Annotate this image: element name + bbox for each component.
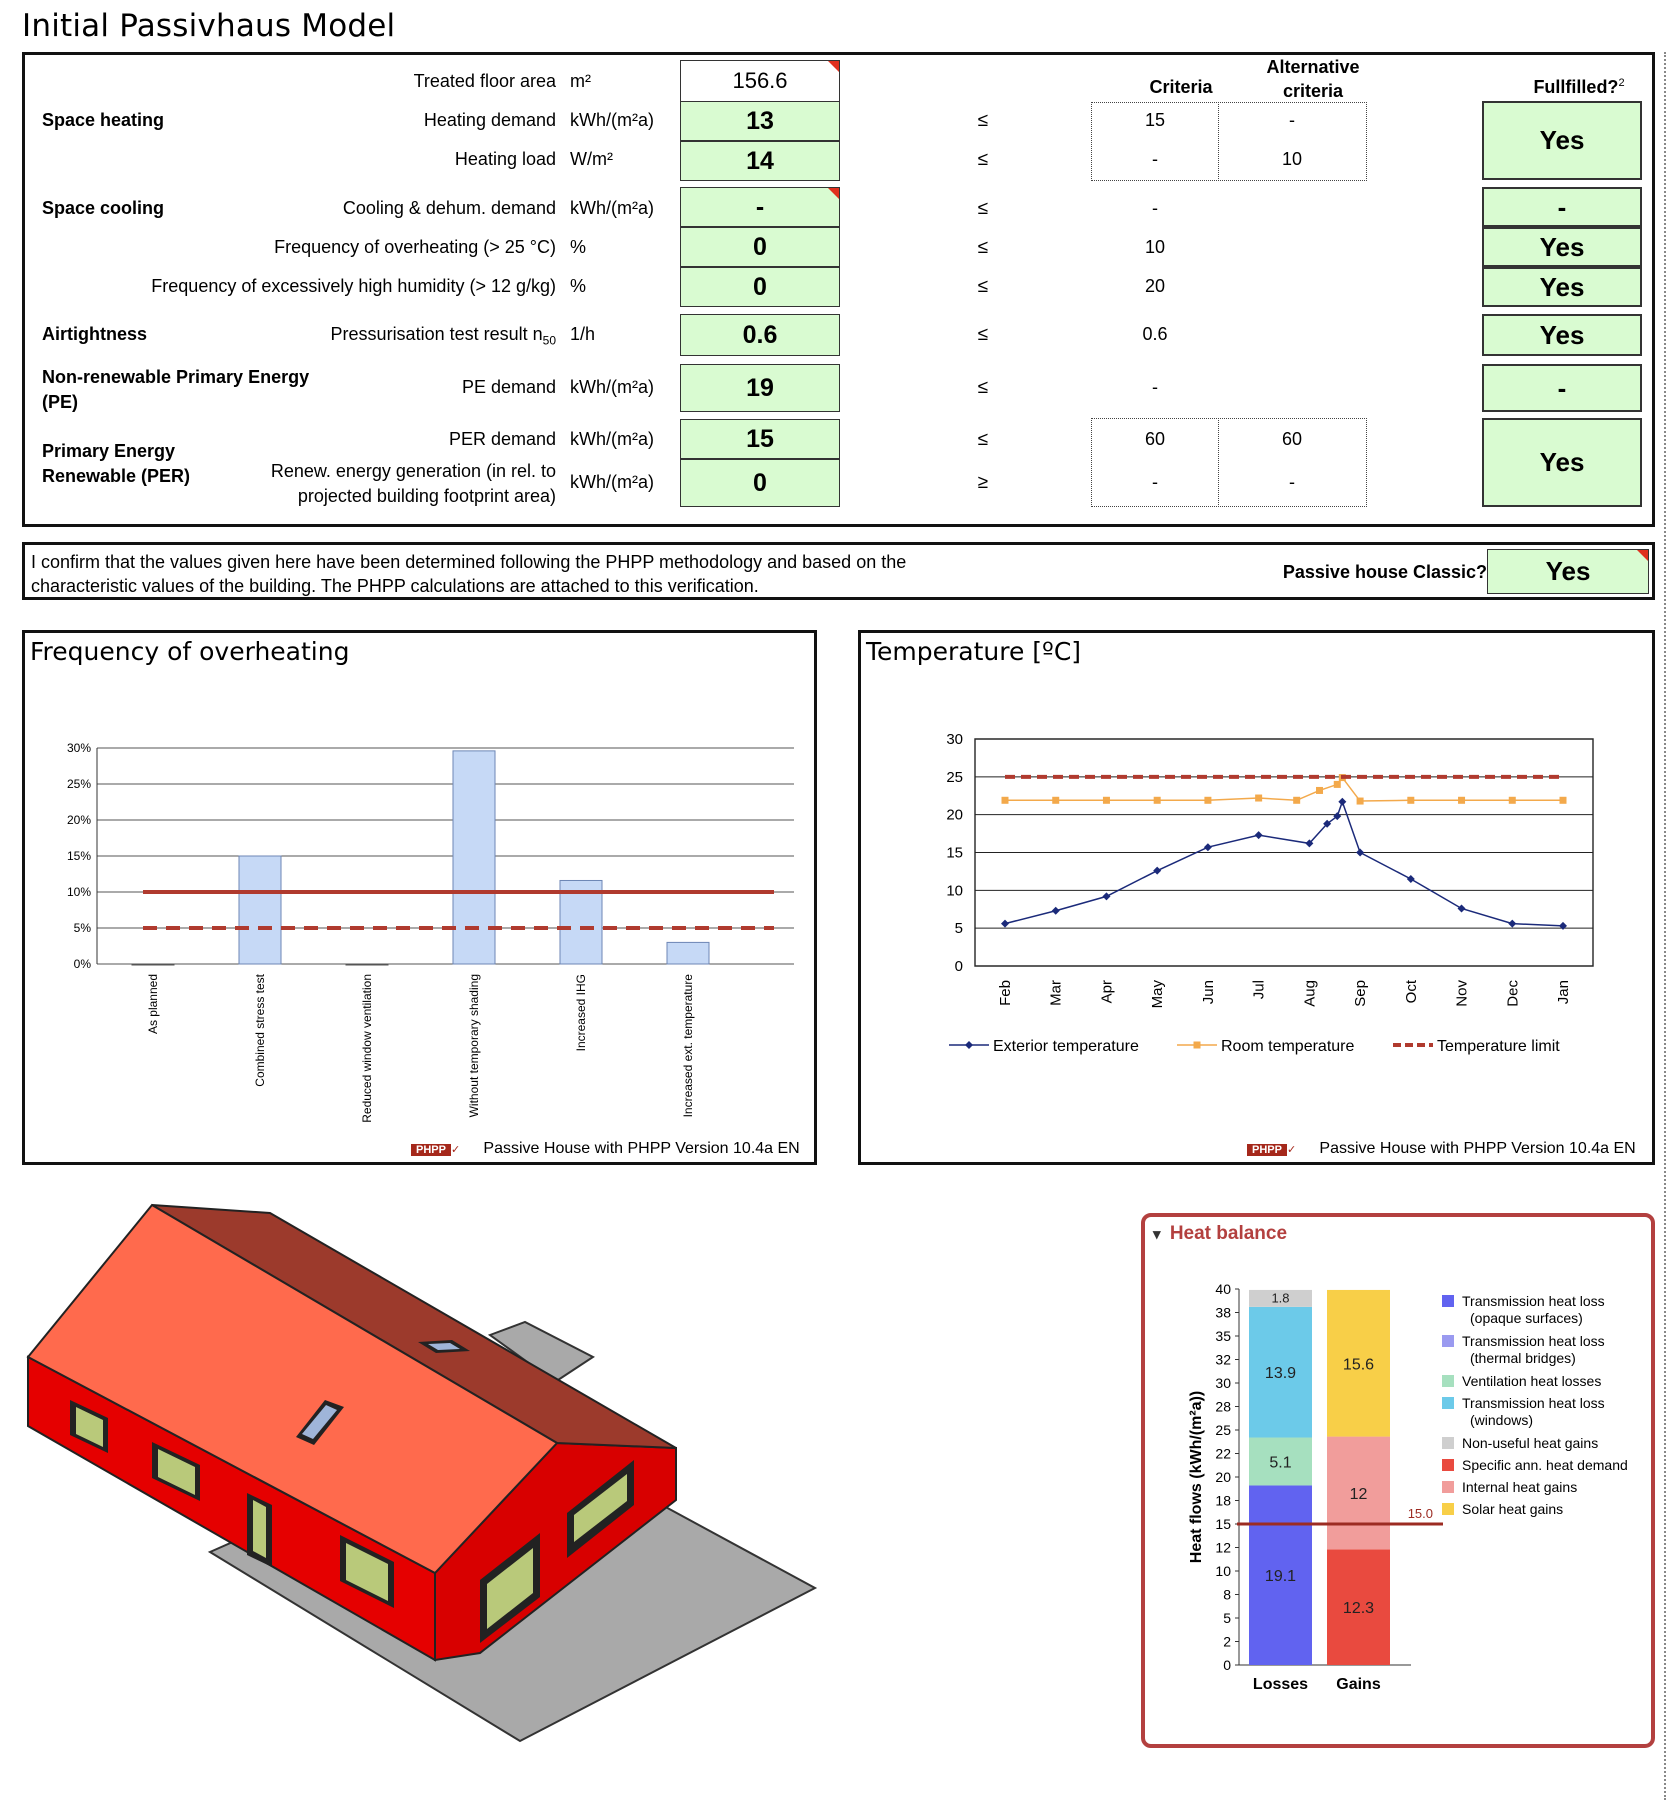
x-tick-label: Losses — [1252, 1676, 1309, 1693]
data-point — [1001, 920, 1009, 928]
segment-value-label: 19.1 — [1264, 1568, 1297, 1586]
passive-house-classic-value[interactable]: Yes — [1487, 549, 1649, 594]
pe-value: 19 — [680, 364, 840, 412]
per-label: PER demand — [448, 429, 556, 449]
y-tick-label: 10% — [66, 885, 91, 899]
x-tick-label: Reduced window ventilation — [360, 974, 374, 1123]
y-tick-label: 8 — [1223, 1586, 1231, 1603]
x-tick-label: Increased ext. temperature — [681, 974, 695, 1118]
criteria-header: Criteria — [1149, 77, 1213, 97]
legend-marker — [965, 1041, 973, 1049]
renew-alt: - — [1289, 472, 1295, 492]
legend-swatch — [1442, 1481, 1454, 1493]
heat-demand-unit: kWh/(m²a) — [570, 110, 654, 130]
y-tick-label: 5% — [73, 921, 91, 935]
x-tick-label: Jan — [1555, 980, 1572, 1005]
data-point — [1255, 795, 1262, 802]
y-tick-label: 30 — [946, 731, 963, 748]
confirmation-text: I confirm that the values given here have been determined following the PHPP methodology and based on the characteristic values of the building. The PHPP calculations are attached to this verification. — [31, 552, 907, 596]
data-point — [1356, 849, 1364, 857]
legend-swatch — [1442, 1335, 1454, 1347]
pe-criteria: - — [1152, 377, 1158, 397]
overheat-unit: % — [570, 237, 587, 257]
per-fulfilled: Yes — [1482, 418, 1642, 507]
data-point — [1338, 798, 1346, 806]
section-per: Primary Energy Renewable (PER) — [42, 441, 191, 486]
y-tick-label: 38 — [1215, 1304, 1231, 1321]
y-axis-title: Heat flows (kWh/(m²a)) — [1188, 1390, 1205, 1564]
heat-load-unit: W/m² — [570, 149, 613, 169]
x-tick-label: Combined stress test — [253, 974, 267, 1087]
data-point — [1153, 867, 1161, 875]
data-point — [1255, 831, 1263, 839]
legend-label — [1462, 1293, 1605, 1327]
renew-value: 0 — [680, 459, 840, 507]
data-point — [1052, 797, 1059, 804]
y-tick-label: 15% — [66, 849, 91, 863]
renew-op: ≥ — [977, 472, 989, 493]
heat-load-alt: 10 — [1281, 149, 1303, 169]
cooling-op: ≤ — [977, 198, 989, 219]
y-tick-label: 0 — [1223, 1657, 1231, 1673]
heating-fulfilled: Yes — [1482, 101, 1642, 180]
x-tick-label: Without temporary shading — [467, 974, 481, 1118]
section-space-cooling: Space cooling — [42, 198, 165, 218]
alt-criteria-header: Alternative criteria — [1266, 57, 1360, 101]
heat-balance-chart — [1145, 1217, 1445, 1737]
phpp-footer — [411, 1140, 800, 1158]
reference-line-label: 15.0 — [1407, 1506, 1433, 1521]
temperature-chart-title: Temperature [ºC] — [866, 637, 1082, 666]
data-point — [1509, 797, 1516, 804]
heat-load-label: Heating load — [454, 149, 556, 169]
segment-value-label: 15.6 — [1342, 1356, 1375, 1374]
x-tick-label: Nov — [1453, 980, 1471, 1007]
data-point — [1458, 904, 1466, 912]
pe-op: ≤ — [977, 377, 989, 398]
per-criteria: 60 — [1144, 429, 1166, 449]
segment-value-label: 1.8 — [1271, 1290, 1290, 1306]
y-tick-label: 28 — [1215, 1398, 1231, 1415]
x-tick-label: Apr — [1098, 980, 1116, 1004]
heat-balance-panel — [1141, 1213, 1655, 1748]
per-alt: 60 — [1281, 429, 1303, 449]
humidity-op: ≤ — [977, 276, 989, 297]
heat-balance-title: Heat balance — [1169, 1223, 1288, 1244]
legend-label — [1462, 1435, 1598, 1452]
y-tick-label: 2 — [1223, 1633, 1231, 1650]
x-tick-label: Dec — [1504, 980, 1522, 1007]
pressurisation-unit: 1/h — [570, 324, 596, 344]
renew-unit: kWh/(m²a) — [570, 472, 654, 492]
per-op: ≤ — [977, 429, 989, 450]
data-point — [1407, 797, 1414, 804]
legend-label — [1462, 1501, 1563, 1518]
bar — [132, 964, 174, 965]
overheat-fulfilled: Yes — [1482, 227, 1642, 267]
x-tick-label: Oct — [1402, 980, 1420, 1004]
heat-balance-legend — [1442, 1293, 1652, 1553]
tfa-value[interactable]: 156.6 — [680, 60, 840, 102]
segment-value-label: 12 — [1349, 1485, 1368, 1503]
heat-demand-value: 13 — [680, 101, 840, 141]
segment-value-label: 5.1 — [1269, 1454, 1292, 1472]
heat-demand-criteria: 15 — [1144, 110, 1166, 130]
y-tick-label: 32 — [1215, 1351, 1231, 1368]
data-point — [1407, 875, 1415, 883]
heat-demand-label: Heating demand — [423, 110, 556, 130]
temperature-chart-panel — [858, 630, 1655, 1165]
legend-label-line: Transmission heat loss — [1462, 1395, 1605, 1411]
section-pe: Non-renewable Primary Energy (PE) — [42, 367, 310, 412]
x-tick-label: May — [1149, 980, 1167, 1009]
fulfilled-header: Fullfilled?$^2$ — [1533, 77, 1625, 97]
comment-marker — [1637, 550, 1648, 561]
x-tick-label: Sep — [1352, 980, 1370, 1007]
passive-house-classic-label: Passive house Classic? — [1282, 562, 1487, 582]
humidity-fulfilled: Yes — [1482, 267, 1642, 307]
y-tick-label: 22 — [1215, 1445, 1231, 1462]
y-tick-label: 25% — [66, 777, 91, 791]
series-line — [1005, 802, 1563, 926]
pressurisation-fulfilled: Yes — [1482, 314, 1642, 356]
legend-label: Temperature limit — [1437, 1038, 1560, 1055]
tfa-label: Treated floor area — [413, 71, 556, 91]
overheating-chart-title: Frequency of overheating — [30, 637, 350, 666]
legend-label-line: Solar heat gains — [1462, 1501, 1564, 1517]
tfa-unit: m² — [570, 71, 591, 91]
legend-label — [1462, 1395, 1605, 1429]
legend-label-line: Specific ann. heat demand — [1462, 1457, 1628, 1473]
y-tick-label: 12 — [1215, 1539, 1231, 1556]
data-point — [1154, 797, 1161, 804]
data-point — [1357, 798, 1364, 805]
x-tick-label: As planned — [146, 974, 160, 1035]
bar — [346, 964, 388, 965]
y-tick-label: 0% — [73, 957, 91, 971]
heat-load-value: 14 — [680, 141, 840, 181]
heat-load-criteria: - — [1152, 149, 1158, 169]
legend-label-line: Internal heat gains — [1462, 1479, 1578, 1495]
legend-label-line: (thermal bridges) — [1470, 1350, 1576, 1366]
legend-swatch — [1442, 1397, 1454, 1409]
pressurisation-value: 0.6 — [680, 314, 840, 356]
data-point — [1508, 920, 1516, 928]
verification-table — [22, 52, 1655, 527]
comment-marker — [828, 61, 839, 72]
y-tick-label: 15 — [946, 844, 963, 862]
collapse-icon: ▾ — [1153, 1226, 1161, 1243]
data-point — [1204, 797, 1211, 804]
legend-swatch — [1442, 1375, 1454, 1387]
y-tick-label: 20 — [946, 806, 963, 824]
legend-label-line: Transmission heat loss — [1462, 1333, 1605, 1349]
y-tick-label: 35 — [1215, 1328, 1231, 1344]
data-point — [1560, 797, 1567, 804]
legend-swatch — [1442, 1437, 1454, 1449]
section-space-heating: Space heating — [42, 110, 165, 130]
heat-load-op: ≤ — [977, 149, 989, 170]
legend-label — [1462, 1373, 1601, 1390]
building-3d-model — [0, 1195, 830, 1755]
humidity-label: Frequency of excessively high humidity (> 12 g/kg) — [151, 276, 556, 296]
y-tick-label: 25 — [1215, 1422, 1231, 1438]
pressurisation-criteria: 0.6 — [1142, 324, 1168, 344]
y-tick-label: 40 — [1215, 1281, 1231, 1297]
legend-label — [1462, 1333, 1605, 1367]
data-point — [1293, 797, 1300, 804]
data-point — [1102, 892, 1110, 900]
data-point — [1316, 787, 1323, 794]
y-tick-label: 18 — [1215, 1492, 1231, 1509]
y-tick-label: 30 — [1215, 1375, 1231, 1391]
x-tick-label: Increased IHG — [574, 974, 588, 1052]
comment-marker — [828, 188, 839, 199]
data-point — [1334, 781, 1341, 788]
page-divider — [1664, 52, 1666, 1800]
pe-unit: kWh/(m²a) — [570, 377, 654, 397]
y-tick-label: 15 — [1215, 1516, 1231, 1532]
overheat-value: 0 — [680, 227, 840, 267]
x-tick-label: Jun — [1199, 980, 1217, 1005]
legend-swatch — [1442, 1503, 1454, 1515]
bar — [239, 856, 281, 964]
legend-label — [1462, 1479, 1577, 1496]
humidity-value: 0 — [680, 267, 840, 307]
phpp-logo-mark: ✓ — [1286, 1144, 1297, 1156]
phpp-footer-text: Passive House with PHPP Version 10.4a EN — [1319, 1140, 1636, 1157]
phpp-logo-mark: ✓ — [450, 1144, 461, 1156]
legend-swatch — [1442, 1295, 1454, 1307]
data-point — [1002, 797, 1009, 804]
y-tick-label: 10 — [1215, 1563, 1231, 1579]
x-tick-label: Gains — [1336, 1676, 1381, 1693]
phpp-logo: PHPP — [1247, 1144, 1287, 1156]
pe-label: PE demand — [461, 377, 556, 397]
phpp-footer — [1247, 1140, 1636, 1158]
y-tick-label: 20% — [66, 813, 91, 827]
x-tick-label: Jul — [1250, 980, 1268, 1000]
legend-label-line: Non-useful heat gains — [1462, 1435, 1599, 1451]
window — [253, 1500, 266, 1558]
y-tick-label: 5 — [954, 920, 963, 938]
x-tick-label: Aug — [1301, 980, 1319, 1007]
cooling-label: Cooling & dehum. demand — [342, 198, 556, 218]
confirmation-panel — [22, 542, 1655, 600]
overheat-criteria: 10 — [1144, 237, 1166, 257]
x-tick-label: Feb — [997, 980, 1014, 1006]
y-tick-label: 5 — [1223, 1610, 1231, 1626]
per-unit: kWh/(m²a) — [570, 429, 654, 449]
bar — [453, 751, 495, 964]
y-tick-label: 25 — [946, 768, 963, 786]
y-tick-label: 20 — [1215, 1469, 1231, 1485]
legend-label: Exterior temperature — [993, 1038, 1139, 1055]
data-point — [1204, 843, 1212, 851]
renew-criteria: - — [1152, 472, 1158, 492]
phpp-logo: PHPP — [411, 1144, 451, 1156]
data-point — [1458, 797, 1465, 804]
y-tick-label: 30% — [66, 741, 91, 755]
per-value: 15 — [680, 419, 840, 459]
humidity-unit: % — [570, 276, 587, 296]
pe-fulfilled: - — [1482, 364, 1642, 412]
overheat-op: ≤ — [977, 237, 989, 258]
legend-label-line: (windows) — [1470, 1412, 1534, 1428]
legend-label — [1462, 1457, 1628, 1474]
heat-demand-op: ≤ — [977, 110, 989, 131]
segment-value-label: 13.9 — [1264, 1365, 1297, 1383]
legend-marker — [1194, 1042, 1201, 1049]
legend-label: Room temperature — [1221, 1038, 1355, 1055]
y-tick-label: 0 — [954, 958, 963, 975]
cooling-criteria: - — [1152, 198, 1158, 218]
data-point — [1052, 907, 1060, 915]
x-tick-label: Mar — [1047, 980, 1065, 1006]
data-point — [1559, 922, 1567, 930]
overheat-label: Frequency of overheating (> 25 °C) — [274, 237, 556, 257]
pressurisation-op: ≤ — [977, 324, 989, 345]
renew-label: Renew. energy generation (in rel. to projected building footprint area) — [270, 461, 556, 506]
heat-demand-alt: - — [1289, 110, 1295, 130]
overheating-chart — [25, 633, 814, 1162]
legend-label-line: (opaque surfaces) — [1470, 1310, 1583, 1326]
phpp-footer-text: Passive House with PHPP Version 10.4a EN — [483, 1140, 800, 1157]
bar — [667, 942, 709, 964]
legend-label-line: Transmission heat loss — [1462, 1293, 1605, 1309]
legend-label-line: Ventilation heat losses — [1462, 1373, 1602, 1389]
data-point — [1103, 797, 1110, 804]
series-line — [1005, 778, 1563, 801]
cooling-unit: kWh/(m²a) — [570, 198, 654, 218]
cooling-value[interactable]: - — [680, 187, 840, 227]
y-tick-label: 10 — [946, 882, 963, 900]
legend-swatch — [1442, 1459, 1454, 1471]
segment-value-label: 12.3 — [1342, 1600, 1375, 1618]
page-title: Initial Passivhaus Model — [22, 8, 396, 44]
section-airtightness: Airtightness — [42, 324, 148, 344]
cooling-fulfilled: - — [1482, 187, 1642, 227]
humidity-criteria: 20 — [1144, 276, 1166, 296]
pressurisation-label: Pressurisation test result $n_{50}$ — [330, 324, 556, 348]
temperature-chart — [861, 633, 1652, 1162]
overheating-chart-panel — [22, 630, 817, 1165]
